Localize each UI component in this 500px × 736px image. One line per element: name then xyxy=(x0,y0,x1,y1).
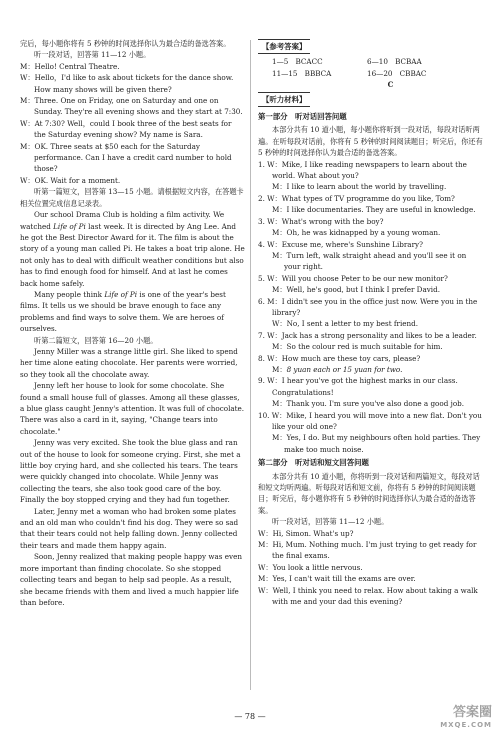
dialogue-line: M：So the colour red is much suitable for him. xyxy=(272,342,443,352)
answer-group: 11—15 BBBCA xyxy=(272,68,332,78)
question-prompt: 听一段对话，回答第 11—12 小题。 xyxy=(272,517,389,527)
column-divider xyxy=(250,40,251,690)
dialogue-line: M：Well, he's good, but I think I prefer David. xyxy=(272,285,440,295)
passage-paragraph: Many people think Life of Pi is one of the year's best films. It tells us we should be brave enough to face any problems and find ways to solve them. We are heroes of ourselves. xyxy=(20,289,226,334)
dialogue-line: 3. W：What's wrong with the boy? xyxy=(258,216,384,226)
answer-key xyxy=(258,56,483,79)
dialogue-line: M：Turn left, walk straight ahead and you'll see it on your right. xyxy=(272,250,467,272)
dialogue-line: 4. W：Excuse me, where's Sunshine Library? xyxy=(258,239,423,249)
dialogue-line: W：No, I sent a letter to my best friend. xyxy=(272,319,419,329)
dialogue-line: W：Hi, Simon. What's up? xyxy=(258,528,354,538)
watermark-logo xyxy=(410,706,492,732)
dialogue-line: W：Hello，I'd like to ask about tickets for the dance show. How many shows will be given there? xyxy=(20,73,234,94)
left-column xyxy=(20,38,245,608)
passage-paragraph: Our school Drama Club is holding a film activity. We watched Life of Pi last week. It is directed by Ang Lee. And he got the Best Director Award for it. The film is about the story of a young man called Pi. He takes a boat trip alone. He not only has to deal with difficult weather conditions but also has to find enough food for himself. And at last he comes back home safely. xyxy=(20,210,245,288)
dialogue-line: 2. W：What types of TV programme do you like, Tom? xyxy=(258,193,455,203)
instruction-text: 完后，每小题你将有 5 秒钟的时间选择你认为最合适的备选答案。 xyxy=(20,39,231,48)
part-instructions: 本部分共有 10 道小题，你将听到一段对话和两篇短文，每段对话和短文均听两遍。听每段对话和短文前，你将有 5 秒钟的时间阅读题目；听完后，每小题你将有 5 秒钟的时间选择你认为最合适的备选答案。 xyxy=(258,471,480,515)
dialogue-line: 1. W：Mike, I like reading newspapers to learn about the world. What about you? xyxy=(258,159,467,181)
dialogue-line: M：I like documentaries. They are useful in knowledge. xyxy=(272,205,476,215)
dialogue-line: 5. W：Will you choose Peter to be our new monitor? xyxy=(258,273,448,283)
dialogue-line: W：At 7:30? Well，could I book three of the best seats for the Saturday evening show? My name is Sara. xyxy=(20,118,232,140)
listening-heading: 【听力材料】 xyxy=(258,92,310,107)
watermark-url: MXQE.COM xyxy=(440,721,492,729)
dialogue-line: M：Oh, he was kidnapped by a young woman. xyxy=(272,228,441,238)
passage-paragraph: Jenny was very excited. She took the blue glass and ran out of the house to look for someone crying. First, she met a little boy crying hard, and she collected his tears. The tears were quickly changed into chocolate. While Jenny was collecting the tears, she also took good care of the boy. Finally the boy stopped crying and they had fun together. xyxy=(20,438,241,505)
dialogue-line: M：Three. One on Friday, one on Saturday and one on Sunday. They're all evening shows and they start at 7:30. xyxy=(20,96,243,117)
passage-paragraph: Jenny left her house to look for some chocolate. She found a small house full of glasses. Among all these glasses, a blue glass caught Jenny's attention. It was full of chocolate. There was also a card in it, saying, "Change tears into chocolate." xyxy=(20,381,245,436)
dialogue-line: 7. W：Jack has a strong personality and likes to be a leader. xyxy=(258,330,477,340)
answer-group: 16—20 CBBAC xyxy=(367,68,427,78)
part-heading: 第一部分 听对话回答问题 xyxy=(258,112,347,122)
dialogue-line: M：8 yuan each or 15 yuan for two. xyxy=(272,364,403,374)
page-number: — 78 — xyxy=(234,712,266,721)
dialogue-line: 9. W：I hear you've got the highest marks in our class. Congratulations! xyxy=(258,376,458,397)
answer-group: 1—5 BCACC xyxy=(272,57,323,67)
dialogue-line: 6. M：I didn't see you in the office just now. Were you in the library? xyxy=(258,296,478,317)
dialogue-line: W：You look a little nervous. xyxy=(258,562,363,572)
question-prompt: 听第一篇短文，回答第 13—15 小题。请根据短文内容，在答题卡相关位置完成信息记录表。 xyxy=(20,187,244,208)
dialogue-line: 8. W：How much are these toy cars, please? xyxy=(258,353,421,363)
dialogue-line: M：Yes, I do. But my neighbours often hold parties. They make too much noise. xyxy=(272,433,481,454)
watermark-text: 答案圈 xyxy=(452,705,492,720)
answer-extra: C xyxy=(387,80,394,90)
question-prompt: 听一段对话，回答第 11—12 小题。 xyxy=(34,50,151,60)
dialogue-line: M：Yes, I can't wait till the exams are over. xyxy=(258,574,416,584)
passage-paragraph: Later, Jenny met a woman who had broken some plates and an old man who couldn't find his dog. They were so sad that their tears could not help falling down. Jenny collected their tears and made them happy again. xyxy=(20,506,239,550)
dialogue-line: M：I like to learn about the world by travelling. xyxy=(272,182,447,192)
dialogue-line: W：OK. Wait for a moment. xyxy=(20,175,121,185)
right-column xyxy=(258,38,483,608)
dialogue-line: 10. W：Mike, I heard you will move into a new flat. Don't you like your old one? xyxy=(258,410,482,431)
part-heading: 第二部分 听对话和短文回答问题 xyxy=(258,458,369,468)
dialogue-line: M：Hi, Mum. Nothing much. I'm just trying to get ready for the final exams. xyxy=(258,540,477,561)
dialogue-line: M：Hello! Central Theatre. xyxy=(20,61,120,71)
dialogue-line: M：OK. Three seats at $50 each for the Saturday performance. Can I have a credit card number to hold those? xyxy=(20,141,232,174)
answers-heading: 【参考答案】 xyxy=(258,39,310,54)
answer-group: 6—10 BCBAA xyxy=(367,57,422,67)
passage-paragraph: Soon, Jenny realized that making people happy was even more important than finding chocolate. So she stopped collecting tears and began to help sad people. As a result, she became friends with them and lived a much happier life than before. xyxy=(20,552,242,607)
dialogue-line: W：Well, I think you need to relax. How about taking a walk with me and your dad this evening? xyxy=(258,585,478,607)
passage-paragraph: Jenny Miller was a strange little girl. She liked to spend her time alone eating chocolate. Her parents were worried, so they took all the chocolate away. xyxy=(20,346,238,379)
part-instructions: 本部分共有 10 道小题，每小题你将听到一段对话，每段对话听两遍。在听每段对话前，你将有 5 秒钟的时间阅读题目；听完后，你还有 5 秒钟的时间选择你认为最合适的备选答案。 xyxy=(258,125,483,158)
dialogue-line: M：Thank you. I'm sure you've also done a good job. xyxy=(272,399,465,409)
question-prompt: 听第二篇短文，回答第 16—20 小题。 xyxy=(34,335,158,345)
